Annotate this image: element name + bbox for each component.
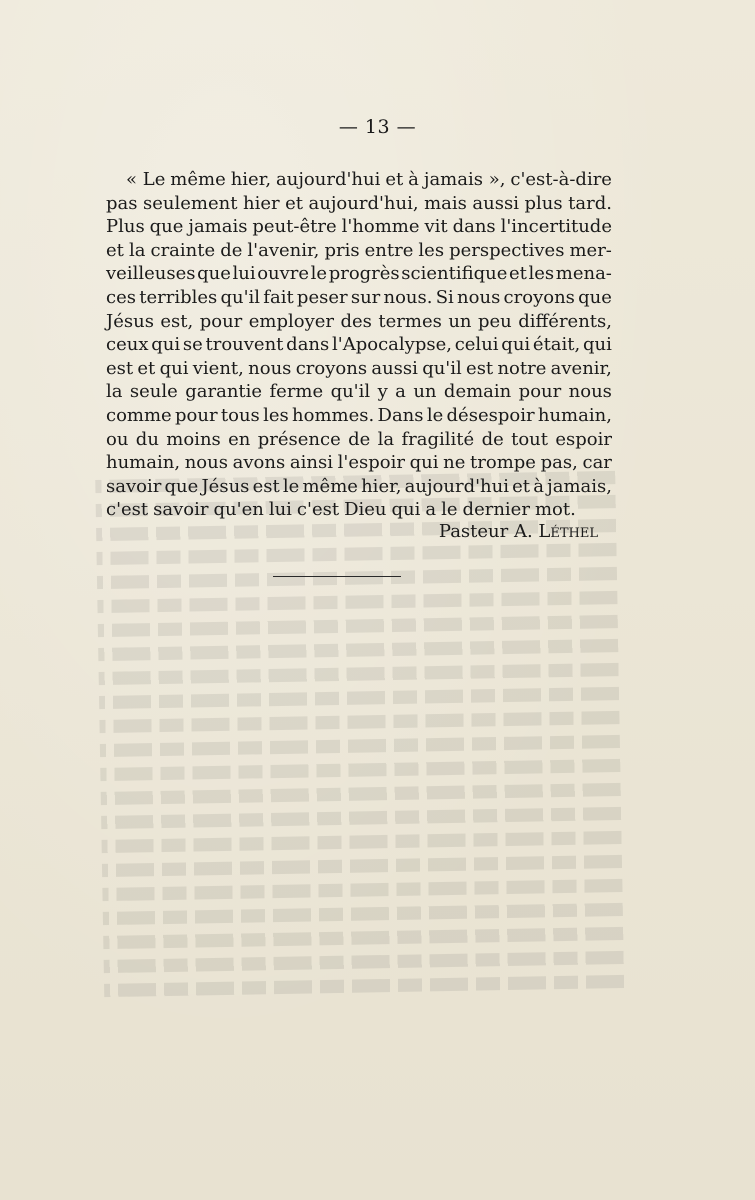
word: la (128, 239, 146, 261)
word: qu'il (220, 286, 261, 308)
word: demain (443, 381, 512, 403)
word: l'incertitude (500, 216, 612, 238)
word: que (578, 286, 612, 308)
word: scientifique (401, 263, 508, 285)
word: qui (159, 357, 189, 379)
word: pas (106, 192, 138, 214)
word: le (310, 263, 328, 285)
word: que (149, 216, 184, 238)
word: les (418, 239, 445, 261)
word: perspectives (449, 239, 565, 261)
word: du (135, 428, 159, 450)
word: jamais, (547, 475, 612, 497)
word: humain, (537, 404, 612, 426)
word: l'Apocalypse, (332, 334, 452, 356)
word: c'est (296, 499, 340, 521)
word: lui (268, 499, 292, 521)
word: hier (242, 192, 280, 214)
word: que (197, 263, 231, 285)
word: présence (257, 428, 341, 450)
word: car (582, 452, 612, 474)
word: est, (160, 310, 194, 332)
word: qui (409, 452, 439, 474)
word: même (170, 169, 226, 190)
word: dernier (462, 499, 530, 521)
word: trouvent (205, 334, 284, 356)
word: ainsi (289, 452, 333, 474)
word: à (408, 169, 419, 190)
paragraph-line (106, 404, 612, 428)
word: employer (248, 310, 335, 332)
bleed-through-text (95, 466, 625, 1035)
paragraph-line (106, 498, 612, 522)
word: nous (184, 452, 228, 474)
word: aujourd'hui (404, 475, 509, 497)
paragraph-line (106, 215, 612, 239)
word: qui (501, 334, 531, 356)
word: et (137, 357, 156, 379)
word: garantie (185, 381, 263, 403)
word: est (252, 475, 280, 497)
word: aujourd'hui, (308, 192, 419, 214)
word: mena- (555, 263, 612, 285)
word: en (228, 428, 251, 450)
word: jamais », (423, 169, 506, 190)
word: même (302, 475, 358, 497)
word: tous (220, 404, 260, 426)
word: lui (232, 263, 256, 285)
word: progrès (328, 263, 400, 285)
word: un (448, 310, 472, 332)
word: mot. (534, 499, 576, 521)
word: la (106, 381, 123, 403)
word: était, (532, 334, 581, 356)
word: avons (232, 452, 286, 474)
word: comme (106, 404, 172, 426)
word: croyons (503, 286, 575, 308)
paragraph-line (106, 239, 612, 263)
paragraph-line (106, 475, 612, 499)
word: dans (452, 216, 496, 238)
word: de (348, 428, 371, 450)
word: entre (364, 239, 414, 261)
word: les (263, 404, 289, 426)
word: savoir (106, 475, 162, 497)
word: a (395, 381, 406, 403)
word: un (413, 381, 437, 403)
word: qui (583, 334, 612, 356)
word: ne (443, 452, 466, 474)
word: différents, (518, 310, 612, 332)
word: les (528, 263, 555, 285)
word: aussi (472, 192, 519, 214)
word: ferme (269, 381, 324, 403)
word: le (282, 475, 300, 497)
word: des (340, 310, 372, 332)
word: désespoir (446, 404, 535, 426)
word: à (533, 475, 544, 497)
word: y (377, 381, 388, 403)
word: mer- (569, 239, 612, 261)
paragraph-line (106, 168, 612, 192)
word: mais (424, 192, 467, 214)
word: termes (378, 310, 442, 332)
word: hier, (361, 475, 402, 497)
section-divider (273, 576, 401, 577)
word: dans (286, 334, 330, 356)
word: ces (106, 286, 136, 308)
word: trompe (470, 452, 536, 474)
word: et (285, 192, 303, 214)
word: pas, (540, 452, 578, 474)
word: vient, (192, 357, 244, 379)
word: seulement (143, 192, 238, 214)
paragraph-line (106, 333, 612, 357)
word: veilleuses (106, 263, 196, 285)
word: pris (324, 239, 360, 261)
signature-name: Léthel (538, 521, 598, 542)
word: tout (511, 428, 549, 450)
word: savoir (153, 499, 209, 521)
word: « Le (126, 169, 166, 190)
word: qui (391, 499, 421, 521)
paragraph-line (106, 192, 612, 216)
word: vit (424, 216, 448, 238)
signature (439, 521, 598, 542)
paragraph-line (106, 428, 612, 452)
word: plus (524, 192, 563, 214)
body-paragraph (106, 168, 612, 522)
word: pour (199, 310, 243, 332)
word: est (466, 357, 494, 379)
paragraph-line (106, 451, 612, 475)
word: et (508, 263, 527, 285)
word: ouvre (257, 263, 310, 285)
word: aussi (371, 357, 418, 379)
word: avenir, (550, 357, 612, 379)
word: crainte (150, 239, 216, 261)
word: qu'il (330, 381, 371, 403)
word: Dieu (344, 499, 387, 521)
word: et (512, 475, 531, 497)
word: nous (457, 286, 501, 308)
word: celui (454, 334, 499, 356)
paragraph-line (106, 357, 612, 381)
word: Jésus (106, 310, 154, 332)
word: notre (497, 357, 547, 379)
word: jamais (188, 216, 248, 238)
word: la (377, 428, 395, 450)
word: le (426, 404, 444, 426)
signature-prefix: Pasteur A. (438, 521, 533, 542)
word: de (220, 239, 243, 261)
word: seule (129, 381, 178, 403)
word: Dans (377, 404, 424, 426)
word: est (106, 357, 134, 379)
word: aujourd'hui (276, 169, 381, 190)
word: et (106, 239, 124, 261)
page-number: — 13 — (338, 116, 417, 138)
word: le (441, 499, 458, 521)
word: Jésus (201, 475, 250, 497)
word: c'est-à-dire (510, 169, 612, 190)
word: nous. (383, 286, 433, 308)
word: ou (106, 428, 129, 450)
paragraph-line (106, 286, 612, 310)
word: pour (175, 404, 218, 426)
word: de (481, 428, 504, 450)
word: peu (477, 310, 512, 332)
word: qu'en (213, 499, 264, 521)
word: espoir (555, 428, 612, 450)
paragraph-line (106, 380, 612, 404)
word: se (182, 334, 203, 356)
word: qu'il (422, 357, 462, 379)
word: croyons (295, 357, 368, 379)
word: Si (435, 286, 454, 308)
word: a (425, 499, 437, 521)
word: l'homme (341, 216, 420, 238)
word: pour (518, 381, 562, 403)
word: ceux (106, 334, 149, 356)
word: et (385, 169, 404, 190)
word: nous (248, 357, 292, 379)
paragraph-line (106, 262, 612, 286)
word: c'est (106, 499, 149, 521)
word: peut-être (252, 216, 337, 238)
word: hommes. (292, 404, 375, 426)
word: humain, (106, 452, 181, 474)
word: Plus (106, 216, 145, 238)
word: l'avenir, (247, 239, 320, 261)
word: que (164, 475, 199, 497)
word: nous (568, 381, 612, 403)
word: l'espoir (337, 452, 405, 474)
paragraph-line (106, 310, 612, 334)
word: qui (151, 334, 181, 356)
word: sur (350, 286, 381, 308)
word: fait (263, 286, 294, 308)
word: hier, (230, 169, 272, 190)
word: tard. (568, 192, 612, 214)
word: terribles (139, 286, 218, 308)
word: peser (296, 286, 348, 308)
word: fragilité (401, 428, 475, 450)
word: moins (166, 428, 221, 450)
